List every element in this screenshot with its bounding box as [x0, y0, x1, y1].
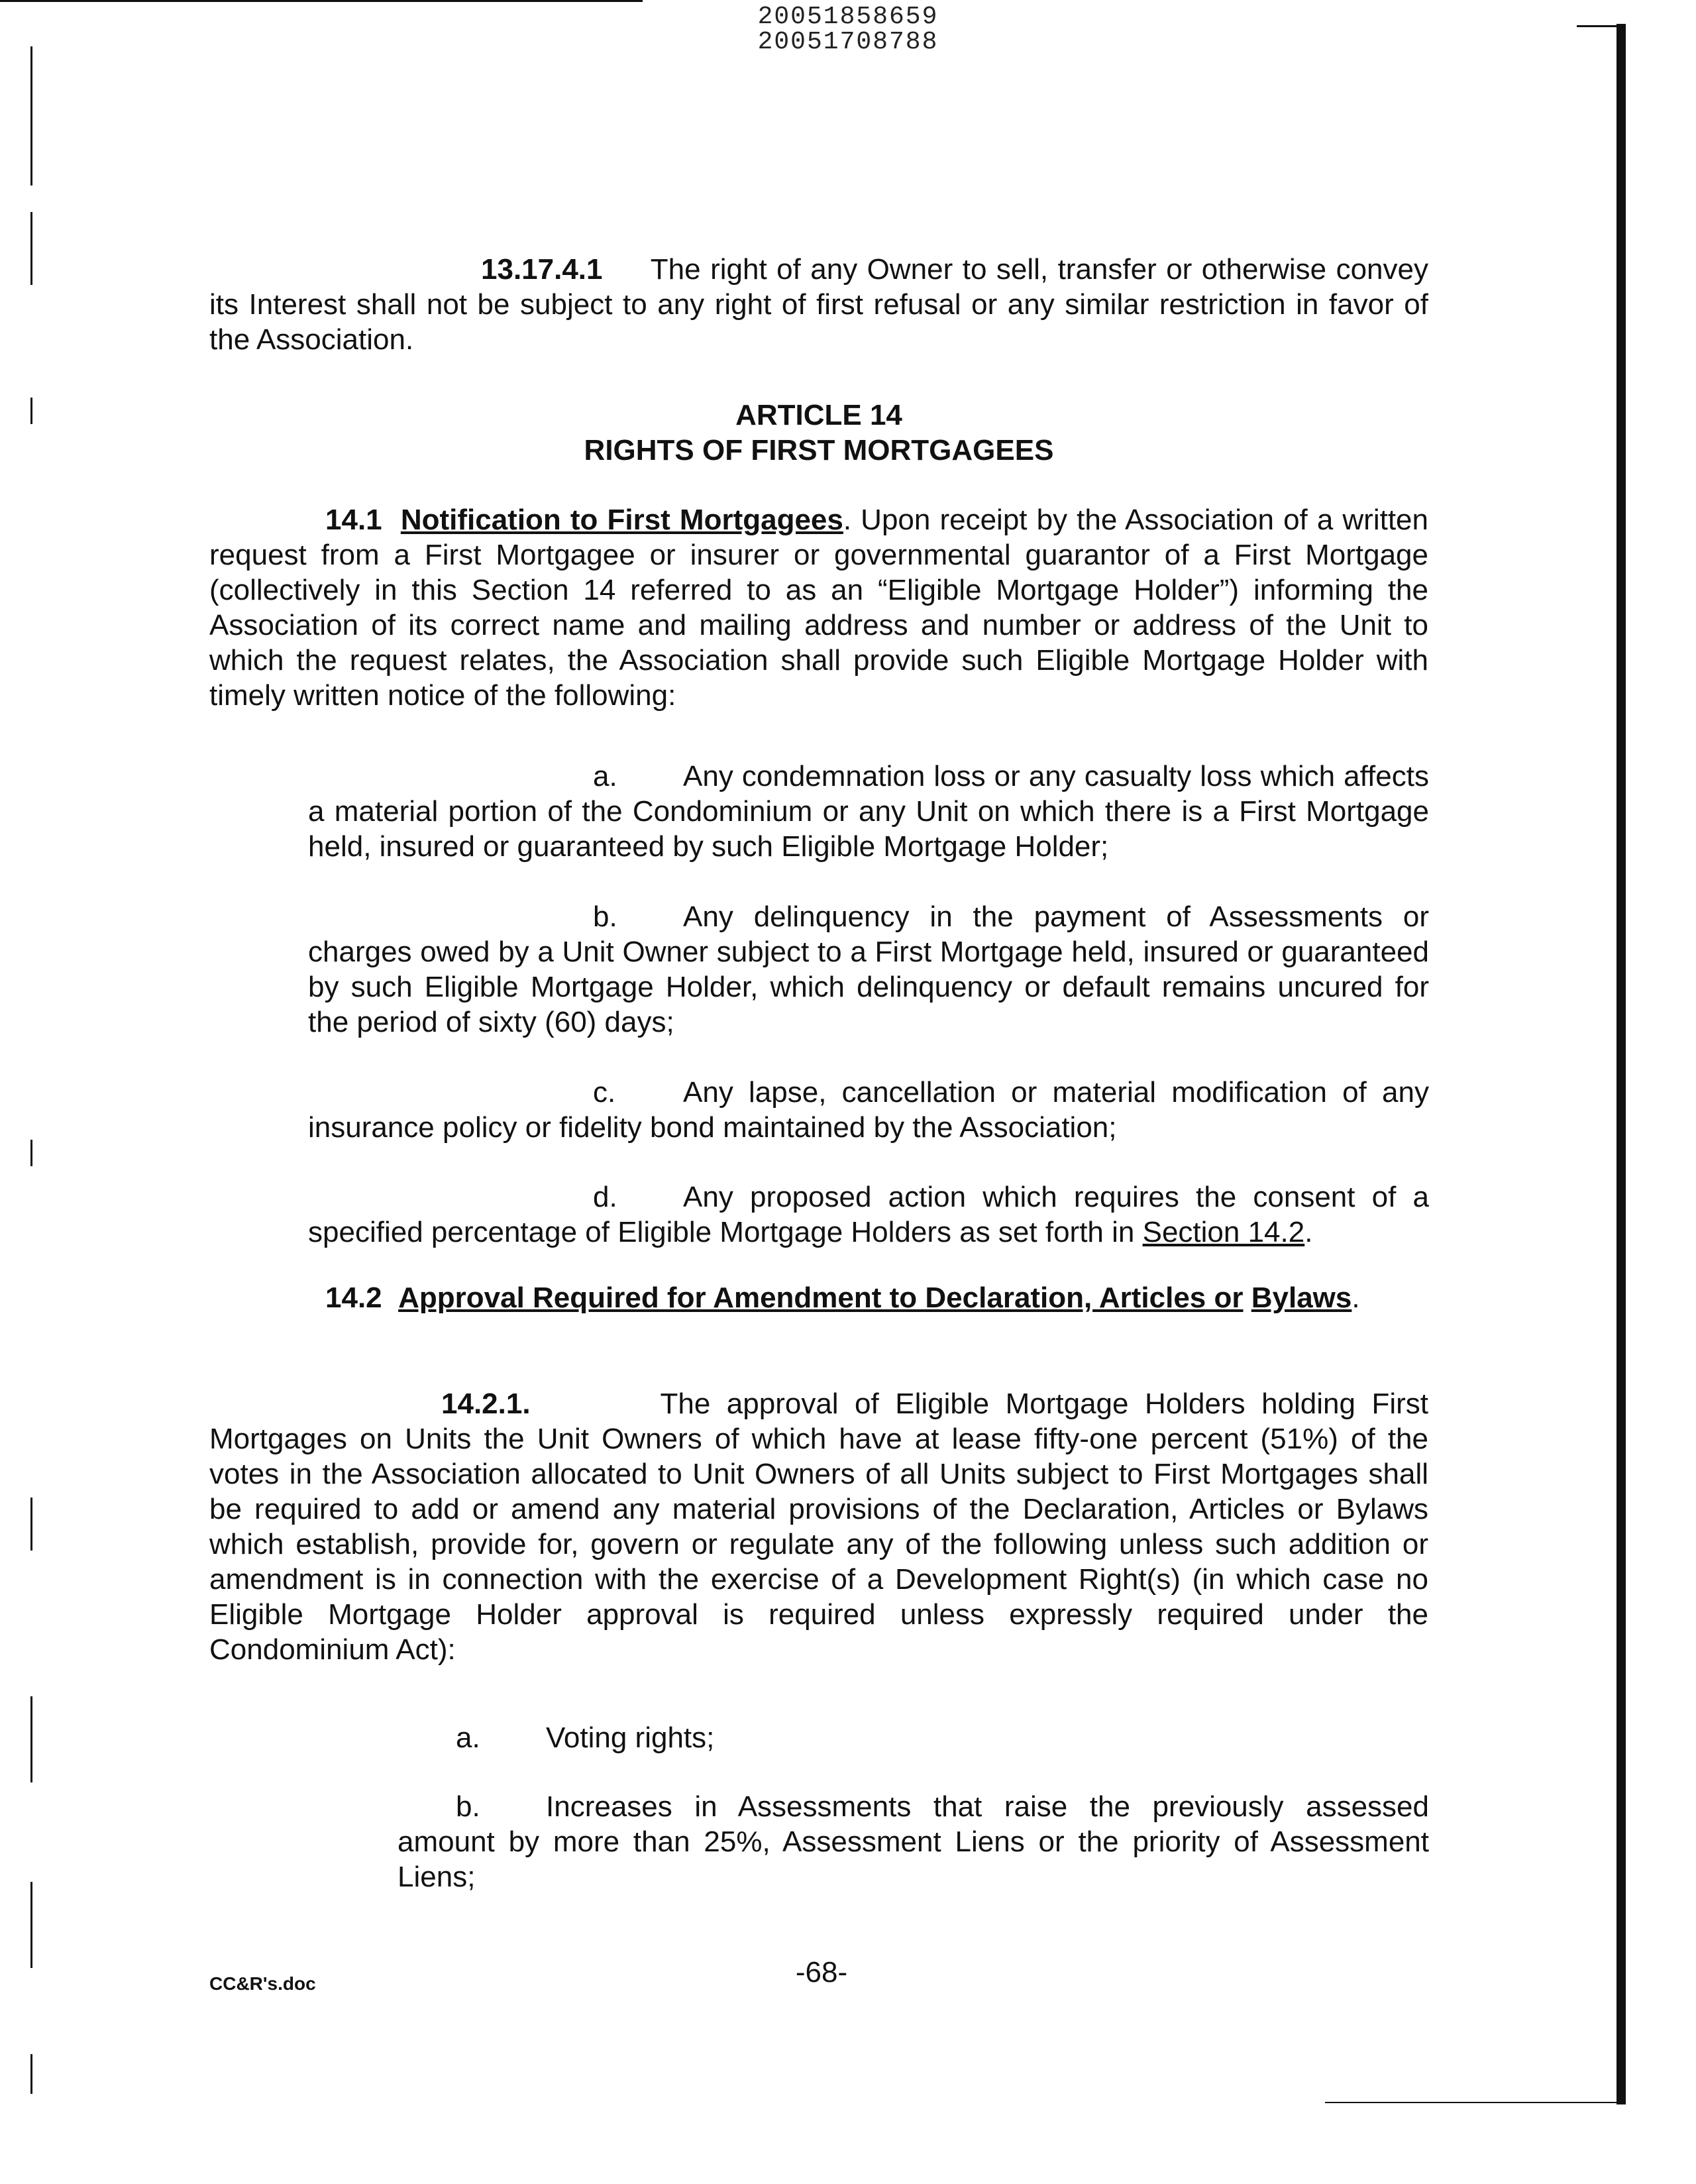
item-label: d.: [593, 1181, 617, 1213]
list-item: [398, 1789, 1429, 1894]
section-number: 14.2.1.: [441, 1388, 531, 1420]
section-heading-line2: Bylaws: [1251, 1282, 1352, 1314]
item-text-first: Any lapse, cancellation or material modification of any: [683, 1076, 1429, 1109]
item-text-first: Any delinquency in the payment of Assessments or: [683, 901, 1429, 933]
item-label: b.: [456, 1790, 480, 1823]
item-text-rest: insurance policy or fidelity bond maintained by the Association;: [308, 1111, 1117, 1144]
article-title: ARTICLE 14: [735, 399, 902, 431]
scan-left-mark-1: [30, 46, 32, 186]
scan-left-mark-5: [30, 1498, 32, 1551]
section-heading-end: .: [1352, 1282, 1360, 1314]
scan-top-rule: [0, 0, 643, 2]
item-label: a.: [456, 1721, 480, 1754]
section-heading-line1: Approval Required for Amendment to Declaration, Articles or: [398, 1282, 1244, 1314]
item-label: c.: [593, 1076, 616, 1109]
item-label: b.: [593, 901, 617, 933]
item-text: Voting rights;: [546, 1721, 715, 1754]
section-text-rest: Mortgages on Units the Unit Owners of which have at lease fifty-one percent (51%) of the votes in the Association allocated to Unit Owners of all Units subject to First Mortgages shall be required to add or amend any material provisions of the Declaration, Articles or Bylaws which establish, provide for, govern or regulate any of the following unless such addition or amendment is in connection with the exercise of a Development Right(s) (in which case no Eligible Mortgage Holder approval is required unless expressly required under the Condominium Act):: [209, 1423, 1428, 1666]
item-text-rest: charges owed by a Unit Owner subject to a First Mortgage held, insured or guaranteed by such Eligible Mortgage Holder, which delinquency or default remains uncured for the period of sixty (60) days;: [308, 936, 1429, 1038]
section-14-2-cross-reference: Section 14.2: [1142, 1216, 1305, 1248]
section-text: . Upon receipt by the Association of a written request from a First Mortgagee or insurer or governmental guarantor of a First Mortgage (collectively in this Section 14 referred to as an “Eligible Mortgage Holder”) informing the Association of its correct name and mailing address and number or address of the Unit to which the request relates, the Association shall provide such Eligible Mortgage Holder with timely written notice of the following:: [209, 504, 1428, 712]
section-14-1-paragraph: [209, 502, 1428, 713]
list-item: [308, 899, 1429, 1040]
scan-left-mark-6: [30, 1696, 32, 1782]
section-14-2: [209, 1280, 1428, 1315]
scan-left-mark-3: [30, 398, 32, 424]
section-text-rest: convey its Interest shall not be subject to any right of first refusal or any similar restriction in favor of the Association.: [209, 253, 1428, 356]
scan-bottom-rule: [1325, 2102, 1616, 2103]
section-heading: Notification to First Mortgagees: [400, 504, 843, 536]
item-text-rest: affects a material portion of the Condominium or any Unit on which there is a First Mortgage held, insured or guaranteed by such Eligible Mortgage Holder;: [308, 760, 1429, 863]
scan-left-mark-2: [30, 212, 32, 285]
item-text-rest-after: .: [1304, 1216, 1313, 1248]
scan-left-mark-7: [30, 1882, 32, 1968]
page-number: -68-: [795, 1956, 848, 1989]
scan-right-border: [1616, 24, 1626, 2104]
document-number-2: 20051708788: [757, 28, 939, 56]
footer-file-name: CC&R's.doc: [209, 1973, 316, 1994]
item-label: a.: [593, 760, 617, 792]
section-13-17-4-1: [209, 252, 1428, 357]
list-item: [308, 1075, 1429, 1145]
section-text-first: The approval of Eligible Mortgage Holders holding First: [660, 1388, 1428, 1420]
section-14-2-paragraph: [209, 1280, 1428, 1315]
section-14-2-1: [209, 1386, 1428, 1667]
section-14-1: [209, 502, 1428, 713]
item-text-first: Any proposed action which requires the consent of a: [683, 1181, 1429, 1213]
section-number: 14.2: [325, 1282, 382, 1314]
section-text-first: The right of any Owner to sell, transfer or otherwise: [650, 253, 1327, 286]
list-item: [398, 1720, 1429, 1755]
article-subtitle: RIGHTS OF FIRST MORTGAGEES: [584, 434, 1054, 466]
list-item: [308, 1179, 1429, 1250]
section-number: 13.17.4.1: [481, 253, 603, 286]
item-text-first: Any condemnation loss or any casualty loss which: [683, 760, 1336, 792]
item-text: Increases in Assessments that raise the previously assessed amount by more than 25%, Assessment Liens or the priority of Assessment Liens;: [398, 1790, 1429, 1893]
item-text-rest-before: specified percentage of Eligible Mortgage Holders as set forth in: [308, 1216, 1143, 1248]
scan-left-mark-8: [30, 2054, 32, 2094]
section-14-2-1-paragraph: [209, 1386, 1428, 1667]
section-13-17-4-1-paragraph: [209, 252, 1428, 357]
scan-left-mark-4: [30, 1140, 32, 1166]
section-number: 14.1: [325, 504, 382, 536]
list-item: [308, 759, 1429, 864]
document-number-1: 20051858659: [757, 3, 939, 31]
